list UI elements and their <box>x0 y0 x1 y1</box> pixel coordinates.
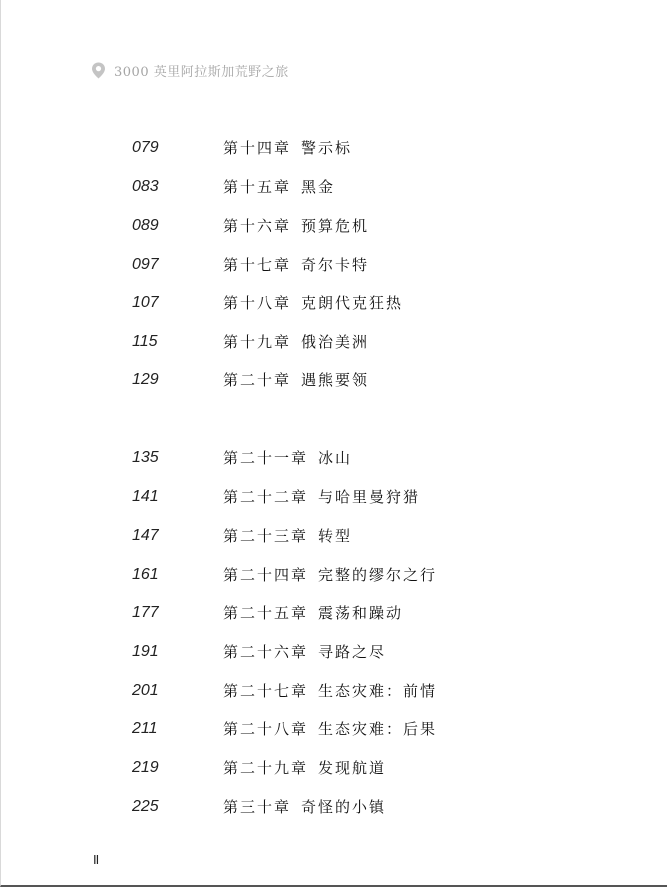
toc-chapter-title: 预算危机 <box>301 217 370 235</box>
toc-page-number: 089 <box>132 217 159 234</box>
toc-chapter <box>223 291 403 315</box>
toc-chapter <box>223 679 437 703</box>
toc-page-number: 141 <box>132 488 159 505</box>
toc-chapter <box>223 368 369 392</box>
toc-chapter <box>223 717 437 741</box>
toc-entry[interactable] <box>1 563 667 587</box>
toc-chapter-title: 遇熊要领 <box>301 371 370 389</box>
toc-entry[interactable] <box>1 640 667 664</box>
toc-chapter-title: 完整的缪尔之行 <box>318 566 438 584</box>
toc-chapter-number: 第二十九章 <box>223 759 309 777</box>
toc-entry[interactable] <box>1 368 667 392</box>
toc-entry[interactable] <box>1 756 667 780</box>
running-header <box>91 61 289 80</box>
toc-chapter-title: 奇尔卡特 <box>301 256 370 274</box>
toc-entry[interactable] <box>1 679 667 703</box>
toc-page-number: 115 <box>132 333 158 350</box>
toc-chapter-number: 第二十六章 <box>223 643 309 661</box>
toc-chapter-number: 第二十五章 <box>223 604 309 622</box>
toc-chapter-title: 黑金 <box>301 178 336 196</box>
toc-chapter <box>223 446 352 470</box>
toc-chapter-number: 第二十三章 <box>223 527 309 545</box>
toc-chapter <box>223 253 369 277</box>
toc-chapter-number: 第三十章 <box>223 798 292 816</box>
toc-chapter-title: 生态灾难：前情 <box>318 682 438 700</box>
book-title: 3000 英里阿拉斯加荒野之旅 <box>114 65 289 80</box>
toc-chapter-title: 奇怪的小镇 <box>301 798 387 816</box>
toc-entry[interactable] <box>1 214 667 238</box>
toc-chapter <box>223 136 352 160</box>
toc-page-number: 219 <box>132 759 159 776</box>
toc-chapter-number: 第二十章 <box>223 371 292 389</box>
toc-chapter-number: 第十六章 <box>223 217 292 235</box>
toc-chapter-number: 第十九章 <box>223 333 292 351</box>
toc-chapter <box>223 756 386 780</box>
toc-chapter-title: 克朗代克狂热 <box>301 294 404 312</box>
toc-entry[interactable] <box>1 524 667 548</box>
toc-page-number: 147 <box>132 527 159 544</box>
toc-chapter-number: 第十八章 <box>223 294 292 312</box>
toc-chapter <box>223 485 420 509</box>
toc-page-number: 097 <box>132 256 159 273</box>
toc-entry[interactable] <box>1 136 667 160</box>
toc-chapter-number: 第二十二章 <box>223 488 309 506</box>
toc-chapter <box>223 330 369 354</box>
toc-chapter <box>223 601 403 625</box>
toc-entry[interactable] <box>1 253 667 277</box>
toc-chapter-title: 与哈里曼狩猎 <box>318 488 421 506</box>
toc-chapter <box>223 175 335 199</box>
toc-entry[interactable] <box>1 601 667 625</box>
toc-page-number: 211 <box>132 720 158 737</box>
toc-page-number: 201 <box>132 682 159 699</box>
toc-page-number: 225 <box>132 798 159 815</box>
toc-chapter-number: 第十七章 <box>223 256 292 274</box>
toc-page-number: 177 <box>132 604 159 621</box>
toc-chapter-number: 第二十八章 <box>223 720 309 738</box>
toc-entry[interactable] <box>1 485 667 509</box>
toc-page-number: 161 <box>132 566 159 583</box>
toc-chapter-number: 第十四章 <box>223 139 292 157</box>
toc-entry[interactable] <box>1 175 667 199</box>
page-number: II <box>93 852 99 867</box>
toc-page-number: 079 <box>132 139 159 156</box>
toc-chapter-title: 寻路之尽 <box>318 643 387 661</box>
toc-entry[interactable] <box>1 795 667 819</box>
toc-entry[interactable] <box>1 330 667 354</box>
toc-chapter <box>223 214 369 238</box>
toc-entry[interactable] <box>1 446 667 470</box>
toc-chapter-number: 第二十一章 <box>223 449 309 467</box>
map-pin-icon <box>91 62 106 79</box>
toc-chapter <box>223 524 352 548</box>
toc-chapter-title: 震荡和躁动 <box>318 604 404 622</box>
toc-chapter-title: 冰山 <box>318 449 353 467</box>
toc-page-number: 107 <box>132 294 159 311</box>
toc-entry[interactable] <box>1 717 667 741</box>
toc-page-number: 135 <box>132 449 159 466</box>
toc-chapter-title: 发现航道 <box>318 759 387 777</box>
toc-chapter-title: 警示标 <box>301 139 353 157</box>
toc-chapter <box>223 795 386 819</box>
toc-page-number: 191 <box>132 643 159 660</box>
toc-page-number: 083 <box>132 178 159 195</box>
toc-chapter <box>223 563 437 587</box>
toc-entry[interactable] <box>1 291 667 315</box>
toc-chapter <box>223 640 386 664</box>
toc-chapter-title: 转型 <box>318 527 353 545</box>
toc-chapter-number: 第二十七章 <box>223 682 309 700</box>
toc-chapter-title: 俄治美洲 <box>301 333 370 351</box>
toc-chapter-number: 第二十四章 <box>223 566 309 584</box>
toc-chapter-number: 第十五章 <box>223 178 292 196</box>
toc-page-number: 129 <box>132 371 159 388</box>
toc-chapter-title: 生态灾难：后果 <box>318 720 438 738</box>
